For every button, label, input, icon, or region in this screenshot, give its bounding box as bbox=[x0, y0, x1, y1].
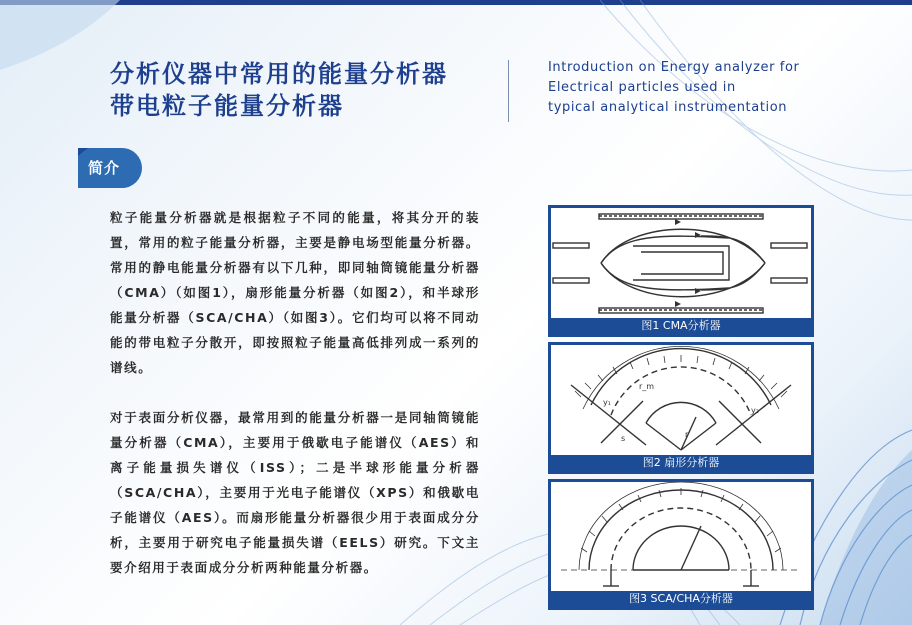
title-en-line-1: Introduction on Energy analyzer for bbox=[548, 60, 800, 75]
intro-paragraph-2: 对于表面分析仪器，最常用到的能量分析器一是同轴筒镜能量分析器（CMA），主要用于俄歇电子能谱仪（AES）和离子能量损失谱仪（ISS）；二是半球形能量分析器（SCA/CHA），主要用于光电子能谱仪（XPS）和俄歇电子能谱仪（AES）。而扇形能量分析器很少用于表面成分分析，主要用于研究电子能量损失谱（EELS）研究。下文主要介绍用于表面成分分析两种能量分析器。 bbox=[110, 410, 480, 575]
title-chinese bbox=[110, 58, 448, 122]
figure-2-caption: 图2 扇形分析器 bbox=[551, 455, 811, 471]
label-y1: y₁ bbox=[603, 398, 611, 407]
title-english bbox=[548, 58, 799, 118]
title-en-line-3: typical analytical instrumentation bbox=[548, 100, 788, 115]
figure-cma bbox=[548, 205, 814, 337]
title-divider bbox=[508, 60, 509, 122]
figure-sector bbox=[548, 342, 814, 474]
figure-1-caption: 图1 CMA分析器 bbox=[551, 318, 811, 334]
label-r: r bbox=[685, 430, 689, 439]
sector-diagram bbox=[551, 345, 811, 455]
section-label: 简介 bbox=[88, 159, 121, 177]
figure-3-caption: 图3 SCA/CHA分析器 bbox=[551, 591, 811, 607]
label-rm: r_m bbox=[639, 382, 655, 391]
intro-paragraph-1: 粒子能量分析器就是根据粒子不同的能量，将其分开的装置，常用的粒子能量分析器，主要是静电场型能量分析器。常用的静电能量分析器有以下几种，即同轴筒镜能量分析器（CMA）（如图1），扇形能量分析器（如图2），和半球形能量分析器（SCA/CHA）（如图3）。它们均可以将不同动能的带电粒子分散开，即按照粒子能量高低排列成一系列的谱线。 bbox=[110, 210, 480, 375]
hemispherical-diagram bbox=[551, 482, 811, 592]
title-en-line-2: Electrical particles used in bbox=[548, 80, 736, 95]
title-line-1: 分析仪器中常用的能量分析器 bbox=[110, 60, 448, 88]
cma-diagram bbox=[551, 208, 811, 318]
figure-hemispherical bbox=[548, 479, 814, 610]
label-s: s bbox=[621, 434, 626, 443]
title-line-2: 带电粒子能量分析器 bbox=[110, 92, 344, 120]
label-y2: y₂ bbox=[751, 406, 759, 415]
